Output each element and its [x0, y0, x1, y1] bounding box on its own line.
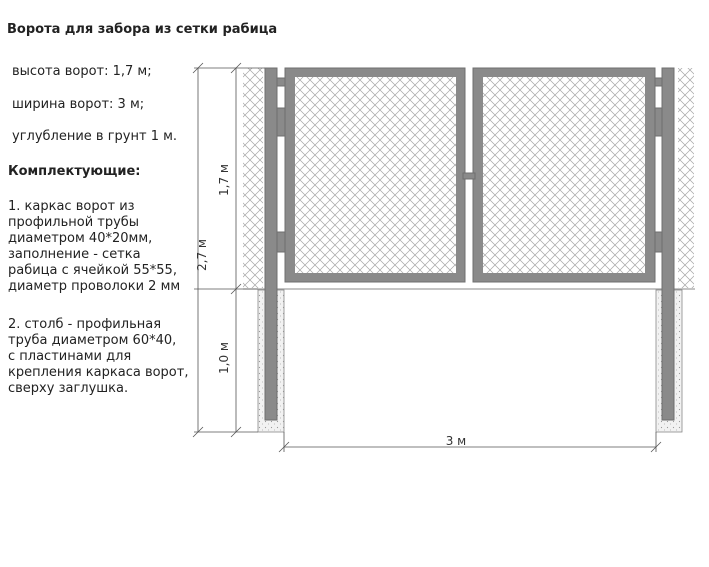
component-post: 2. столб - профильная труба диаметром 60*40, с пластинами для крепления каркаса ворот, сверху заглушка.	[8, 317, 189, 396]
left-post	[265, 68, 277, 420]
left-gate-leaf	[285, 68, 465, 282]
right-gate-leaf	[473, 68, 655, 282]
dim-gate-height: 1,7 м	[217, 164, 231, 196]
spec-depth: углубление в грунт 1 м.	[12, 129, 178, 144]
dim-total-height: 2,7 м	[195, 239, 209, 271]
components-heading: Комплектующие:	[8, 164, 141, 179]
right-fence-mesh	[678, 68, 694, 288]
spec-height: высота ворот: 1,7 м;	[12, 64, 152, 79]
dim-width: 3 м	[445, 434, 467, 448]
left-fence-mesh	[243, 68, 263, 288]
spec-width: ширина ворот: 3 м;	[12, 97, 145, 112]
component-frame: 1. каркас ворот из профильной трубы диаметром 40*20мм, заполнение - сетка рабица с ячейкой 55*55, диаметр проволоки 2 мм	[8, 199, 181, 294]
page-title: Ворота для забора из сетки рабица	[7, 22, 278, 37]
dim-underground: 1,0 м	[217, 342, 231, 374]
right-post	[662, 68, 674, 420]
gate-latch	[463, 173, 475, 179]
